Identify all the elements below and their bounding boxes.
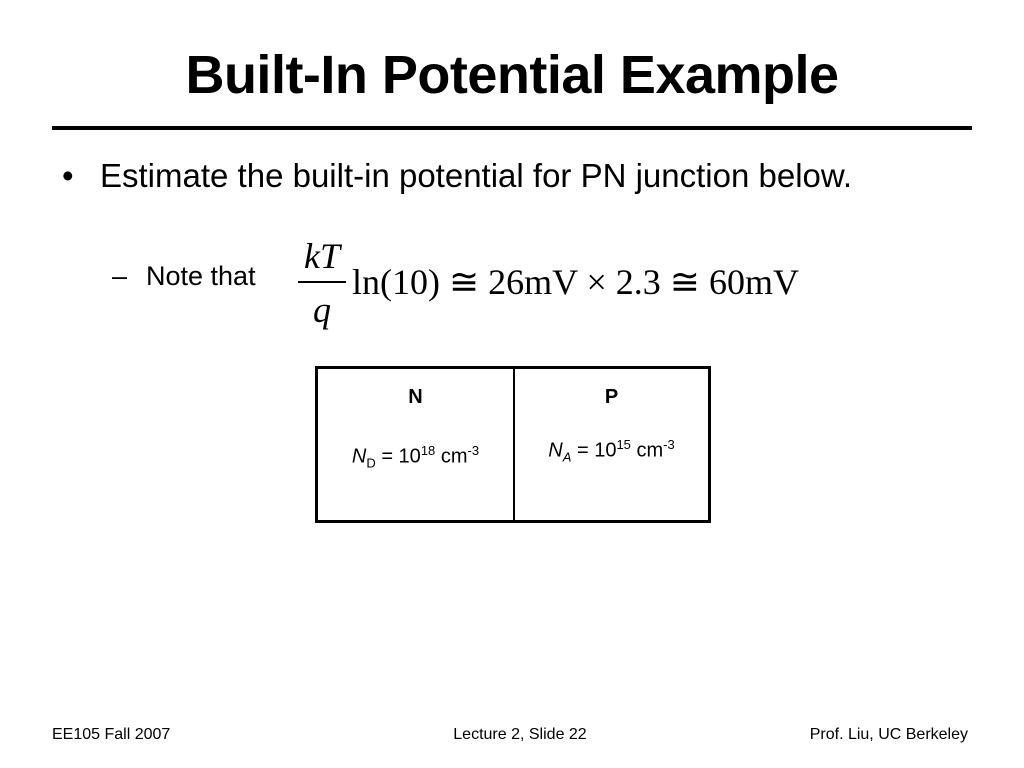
sub-bullet-marker: –	[112, 261, 128, 291]
fraction-numerator: kT	[304, 236, 340, 276]
pn-junction-diagram	[315, 366, 711, 523]
bullet-marker: •	[62, 157, 74, 194]
acceptor-equals: = 10	[571, 439, 617, 462]
p-region	[515, 369, 708, 520]
sub-bullet-text: Note that	[146, 261, 256, 291]
acceptor-symbol: N	[548, 439, 563, 462]
footer-slide-number: Lecture 2, Slide 22	[453, 726, 587, 743]
donor-symbol: N	[351, 445, 367, 468]
equation-expression: ln(10) ≅ 26mV × 2.3 ≅ 60mV	[352, 262, 799, 302]
donor-subscript: D	[366, 455, 376, 471]
acceptor-exponent: 15	[616, 437, 631, 452]
title-underline	[52, 126, 972, 130]
acceptor-concentration	[515, 433, 708, 470]
n-region-label: N	[408, 386, 423, 408]
donor-exponent: 18	[420, 443, 436, 458]
acceptor-unit-exponent: -3	[663, 437, 675, 452]
donor-equals: = 10	[375, 445, 421, 468]
p-region-label: P	[604, 386, 619, 408]
footer-author: Prof. Liu, UC Berkeley	[809, 726, 968, 743]
footer-course: EE105 Fall 2007	[52, 726, 171, 743]
acceptor-subscript: A	[562, 449, 572, 465]
slide-title: Built-In Potential Example	[185, 45, 839, 105]
acceptor-unit: cm	[630, 439, 664, 462]
bullet-item	[62, 154, 852, 198]
donor-unit: cm	[435, 445, 468, 468]
donor-unit-exponent: -3	[467, 443, 480, 458]
fraction-denominator: q	[313, 290, 331, 330]
n-region	[318, 369, 513, 520]
bullet-text: Estimate the built-in potential for PN junction below.	[100, 157, 853, 194]
fraction-bar	[298, 281, 346, 283]
donor-concentration	[318, 439, 513, 476]
sub-bullet-item	[112, 258, 256, 294]
